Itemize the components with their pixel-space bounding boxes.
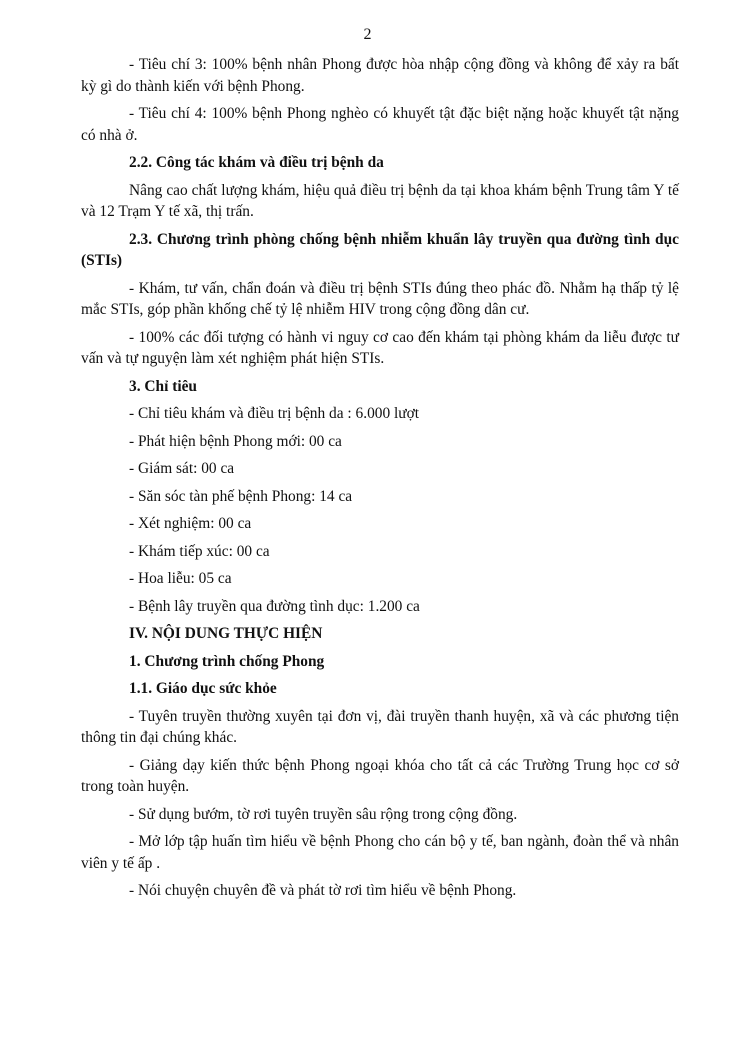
paragraph-teaching: - Giảng dạy kiến thức bệnh Phong ngoại khóa cho tất cả các Trường Trung học cơ sở trong toàn huyện.: [81, 756, 679, 795]
paragraph-criterion-3: - Tiêu chí 3: 100% bệnh nhân Phong được hòa nhập cộng đồng và không để xảy ra bất kỳ gì do thành kiến với bệnh Phong.: [81, 56, 679, 95]
paragraph-sti-exam: - Khám, tư vấn, chẩn đoán và điều trị bệnh STIs đúng theo phác đồ. Nhằm hạ thấp tỷ lệ mắc STIs, góp phần khống chế tỷ lệ nhiễm HIV trong cộng đồng dân cư.: [81, 279, 679, 318]
target-item: - Xét nghiệm: 00 ca: [129, 515, 252, 532]
target-item: - Khám tiếp xúc: 00 ca: [129, 542, 270, 560]
heading-1-1-health-education: 1.1. Giáo dục sức khỏe: [129, 680, 277, 697]
paragraph-criterion-4: - Tiêu chí 4: 100% bệnh Phong nghèo có khuyết tật đặc biệt nặng hoặc khuyết tật nặng có nhà ở.: [81, 105, 679, 144]
target-item: - Chỉ tiêu khám và điều trị bệnh da : 6.000 lượt: [129, 405, 420, 422]
target-item: - Hoa liễu: 05 ca: [129, 570, 232, 587]
heading-3-targets: 3. Chỉ tiêu: [129, 377, 197, 395]
heading-2-2: 2.2. Công tác khám và điều trị bệnh da: [129, 154, 384, 171]
paragraph-skin-exam: Nâng cao chất lượng khám, hiệu quả điều trị bệnh da tại khoa khám bệnh Trung tâm Y tế và 12 Trạm Y tế xã, thị trấn.: [81, 181, 679, 220]
heading-1-leprosy-program: 1. Chương trình chống Phong: [129, 652, 325, 670]
target-item: - Bệnh lây truyền qua đường tình dục: 1.200 ca: [129, 597, 420, 615]
target-item: - Giám sát: 00 ca: [129, 460, 235, 477]
paragraph-training: - Mở lớp tập huấn tìm hiểu về bệnh Phong cho cán bộ y tế, ban ngành, đoàn thể và nhân viên y tế ấp .: [81, 833, 679, 872]
paragraph-leaflets: - Sử dụng bướm, tờ rơi tuyên truyền sâu rộng trong cộng đồng.: [129, 805, 518, 823]
heading-iv: IV. NỘI DUNG THỰC HIỆN: [129, 625, 323, 642]
page-number: 2: [363, 26, 372, 43]
paragraph-propaganda: - Tuyên truyền thường xuyên tại đơn vị, đài truyền thanh huyện, xã và các phương tiện thông tin đại chúng khác.: [81, 707, 679, 746]
heading-2-3: 2.3. Chương trình phòng chống bệnh nhiễm khuẩn lây truyền qua đường tình dục (STIs): [81, 230, 679, 269]
target-item: - Phát hiện bệnh Phong mới: 00 ca: [129, 432, 342, 450]
target-item: - Săn sóc tàn phế bệnh Phong: 14 ca: [129, 487, 353, 505]
document-body: [81, 54, 679, 902]
paragraph-talks: - Nói chuyện chuyên đề và phát tờ rơi tìm hiểu về bệnh Phong.: [129, 882, 517, 899]
paragraph-sti-counseling: - 100% các đối tượng có hành vi nguy cơ cao đến khám tại phòng khám da liễu được tư vấn và tự nguyện làm xét nghiệm phát hiện STIs.: [81, 328, 679, 367]
